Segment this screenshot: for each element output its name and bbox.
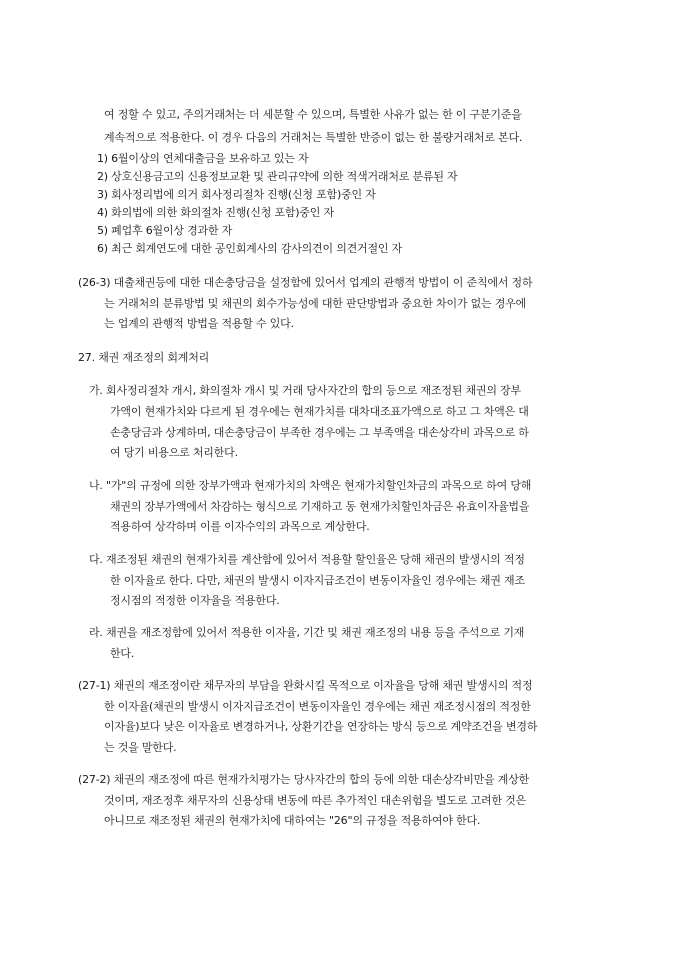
para-26-3-line-3: 는 업계의 관행적 방법을 적용할 수 있다. <box>104 317 294 330</box>
intro-list-item-4: 4) 화의법에 의한 화의절차 진행(신청 포함)중인 자 <box>97 206 334 219</box>
section-27-na-line-1: 나. "가"의 규정에 의한 장부가액과 현재가치의 차액은 현재가치할인차금의 과목으로 하여 당해 <box>89 479 532 492</box>
section-27-da-line-3: 정시점의 적정한 이자율을 적용한다. <box>110 594 280 607</box>
section-27-ga-line-4: 여 당기 비용으로 처리한다. <box>110 446 238 459</box>
intro-list-item-2: 2) 상호신용금고의 신용정보교환 및 관리규약에 의한 적색거래처로 분류된 자 <box>97 170 458 183</box>
intro-line-1: 여 정할 수 있고, 주의거래처는 더 세분할 수 있으며, 특별한 사유가 없는 한 이 구분기준을 <box>104 108 522 121</box>
para-26-3-line-2: 는 거래처의 분류방법 및 채권의 회수가능성에 대한 판단방법과 중요한 차이가 없는 경우에 <box>104 297 527 310</box>
section-27-title: 27. 채권 재조정의 회계처리 <box>78 351 210 364</box>
para-27-1-line-3: 이자율)보다 낮은 이자율로 변경하거나, 상환기간을 연장하는 방식 등으로 계약조건을 변경하 <box>104 720 538 733</box>
section-27-na-line-2: 채권의 장부가액에서 차감하는 형식으로 기재하고 동 현재가치할인차금은 유효이자율법을 <box>110 500 530 513</box>
section-27-ga-line-3: 손충당금과 상계하며, 대손충당금이 부족한 경우에는 그 부족액을 대손상각비 과목으로 하 <box>110 426 529 439</box>
para-27-2-line-1: (27-2) 채권의 재조정에 따른 현재가치평가는 당사자간의 합의 등에 의한 대손상각비만을 계상한 <box>78 773 530 786</box>
para-27-2-line-3: 아니므로 재조정된 채권의 현재가치에 대하여는 "26"의 규정을 적용하여야 한다. <box>104 814 481 827</box>
section-27-na-line-3: 적용하여 상각하며 이를 이자수익의 과목으로 계상한다. <box>110 520 370 533</box>
section-27-ga-line-2: 가액이 현재가치와 다르게 된 경우에는 현재가치를 대차대조표가액으로 하고 그 차액은 대 <box>110 405 529 418</box>
intro-list-item-1: 1) 6월이상의 연체대출금을 보유하고 있는 자 <box>97 152 309 165</box>
section-27-da-line-1: 다. 재조정된 채권의 현재가치를 계산함에 있어서 적용할 할인율은 당해 채권의 발생시의 적정 <box>89 553 525 566</box>
intro-list-item-6: 6) 최근 회계연도에 대한 공인회계사의 감사의견이 의견거절인 자 <box>97 242 403 255</box>
para-27-1-line-2: 한 이자율(채권의 발생시 이자지급조건이 변동이자율인 경우에는 채권 재조정시점의 적정한 <box>104 700 531 713</box>
section-27-ra-line-1: 라. 채권을 재조정함에 있어서 적용한 이자율, 기간 및 채권 재조정의 내용 등을 주석으로 기재 <box>89 626 525 639</box>
intro-list-item-5: 5) 폐업후 6월이상 경과한 자 <box>97 224 233 237</box>
section-27-da-line-2: 한 이자율로 한다. 다만, 채권의 발생시 이자지급조건이 변동이자율인 경우에는 채권 재조 <box>110 574 525 587</box>
para-27-2-line-2: 것이며, 재조정후 채무자의 신용상태 변동에 따른 추가적인 대손위험을 별도로 고려한 것은 <box>104 794 527 807</box>
intro-line-2: 계속적으로 적용한다. 이 경우 다음의 거래처는 특별한 반증이 없는 한 불량거래처로 본다. <box>104 131 523 144</box>
section-27-ga-line-1: 가. 회사정리절차 개시, 화의절차 개시 및 거래 당사자간의 합의 등으로 재조정된 채권의 장부 <box>89 384 521 397</box>
intro-list-item-3: 3) 회사정리법에 의거 회사정리절차 진행(신청 포함)중인 자 <box>97 188 376 201</box>
para-27-1-line-1: (27-1) 채권의 재조정이란 채무자의 부담을 완화시킬 목적으로 이자율을 당해 채권 발생시의 적정 <box>78 679 533 692</box>
para-26-3-line-1: (26-3) 대출채권등에 대한 대손충당금을 설정함에 있어서 업계의 관행적 방법이 이 준칙에서 정하 <box>78 276 533 289</box>
section-27-ra-line-2: 한다. <box>110 647 135 660</box>
para-27-1-line-4: 는 것을 말한다. <box>104 741 177 754</box>
